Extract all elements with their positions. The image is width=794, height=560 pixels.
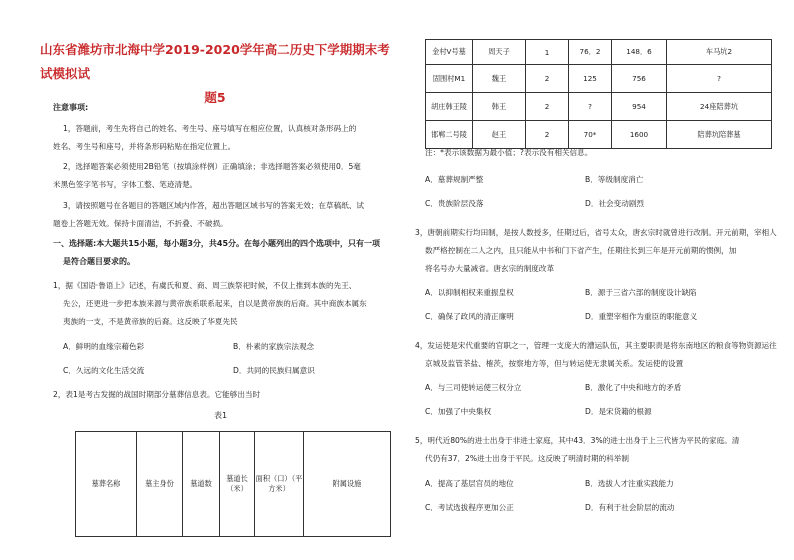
table-cell: 固围村M1 [426,65,473,93]
section-heading-a: 一、选择题:本大题共15小题，每小题3分，共45分。在每小题列出的四个选项中，只有一项 [53,239,381,248]
tomb-table-body [425,39,772,149]
table-cell: 2 [526,121,569,149]
q3-option-b[interactable]: B．源于三省六部的制度设计缺陷 [585,288,697,297]
header-facilities: 附属设施 [304,432,391,537]
table-cell: 148．6 [612,40,667,65]
q1-option-a[interactable]: A．鲜明的血缘宗藉色彩 [63,342,145,351]
table-cell: 1 [526,40,569,65]
tomb-table-header [75,431,391,537]
q4-option-c[interactable]: C．加强了中央集权 [425,407,492,416]
q4-stem-a: 4，发运使是宋代重要的官职之一，管理一支庞大的漕运队伍，其主要职责是将东南地区的粮食等物资源运往 [415,341,777,350]
q3-stem-c: 将名号办大量减省。唐玄宗的制度改革 [425,264,555,273]
q4-stem-b: 京城及监管茶盐、榷茨，按察地方等，但与转运使无隶属关系。发运使的设置 [425,359,684,368]
q1-stem-b: 先公，还更进一步把本族来源与黄帝族系联系起来，自以是黄帝族的后裔。其中商族本属东 [63,299,367,308]
table-cell: 车马坑2 [667,40,772,65]
table-cell: 954 [612,93,667,121]
table-cell: 陪葬坑陪葬墓 [667,121,772,149]
notice-2a: 2，选择题答案必须使用2B铅笔（按填涂样例）正确填涂；非选择题答案必须使用0．5毫 [63,162,361,171]
q5-stem-b: 代仍有37．2%进士出身于平民。这反映了明清时期的科举制 [425,454,629,463]
header-length: 墓道长（米） [220,432,255,537]
q3-stem-a: 3，唐朝前期实行均田制，是按人数授多，任期过后，省号太众，唐玄宗时就曾进行改制。开元前期，宰相人 [415,228,777,237]
table-cell: 魏王 [473,65,526,93]
table-cell: 2 [526,93,569,121]
header-name: 墓葬名称 [76,432,137,537]
q1-option-b[interactable]: B．朴素的家族宗法观念 [233,342,315,351]
q3-option-d[interactable]: D．重塑宰相作为重臣的职能意义 [585,312,698,321]
q3-stem-b: 数严格控制在二人之内，且只能从中书和门下省产生，任期往长到三年是开元前期的惯例，加 [425,246,737,255]
notice-1b: 姓名、考生号和座号，并将条形码粘贴在指定位置上。 [53,142,236,151]
table-cell: 赵王 [473,121,526,149]
q1-option-d[interactable]: D．共同的民族归属意识 [233,366,315,375]
table-row [426,65,772,93]
paper-title [40,38,390,110]
table-cell: 2 [526,65,569,93]
table-cell: ? [569,93,612,121]
q2-option-c[interactable]: C．贵族阶层没落 [425,199,484,208]
notice-3b: 题卷上答题无效。保持卡面清洁，不折叠、不破损。 [53,219,228,228]
q5-option-c[interactable]: C．考试选拔程序更加公正 [425,503,514,512]
table-cell: ? [667,65,772,93]
header-area: 面积（口）（平方米） [255,432,304,537]
notice-3a: 3，请按照题号在各题目的答题区域内作答，超出答题区域书写的答案无效；在草稿纸、试 [63,201,364,210]
q5-option-a[interactable]: A．提高了基层官员的地位 [425,479,514,488]
table-cell: 76．2 [569,40,612,65]
q2-option-a[interactable]: A．墓葬规制严整 [425,175,484,184]
q5-option-d[interactable]: D．有利于社会阶层的流动 [585,503,675,512]
q4-option-b[interactable]: B．激化了中央和地方的矛盾 [585,383,682,392]
q1-option-c[interactable]: C．久远的文化生活交流 [63,366,145,375]
q2-option-b[interactable]: B．等级制度消亡 [585,175,644,184]
q1-stem-c: 夷族的一支，不是黄帝族的后裔。这反映了华夏先民 [63,317,238,326]
table-cell: 金村Ⅴ号墓 [426,40,473,65]
notice-2b: 米黑色签字笔书写，字体工整、笔迹清楚。 [53,180,198,189]
notice-1a: 1，答题前，考生先将自己的姓名、考生号、座号填写在相应位置，认真核对条形码上的 [63,124,357,133]
table-cell: 125 [569,65,612,93]
q1-stem-a: 1，据《国语·鲁语上》记述，有虞氏和夏、商、周三族祭祀时候，不仅上推到本族的先王、 [53,281,357,290]
table-row [426,40,772,65]
q2-stem: 2，表1是考古发掘的战国时期部分墓葬信息表。它能够出当时 [53,390,261,399]
header-passages: 墓道数 [183,432,220,537]
table-cell: 邯郸二号陵 [426,121,473,149]
table-cell: 韩王 [473,93,526,121]
table-cell: 胡庄韩王陵 [426,93,473,121]
q4-option-d[interactable]: D．是宋货籍的根源 [585,407,652,416]
table-row [426,93,772,121]
title-line-1: 山东省潍坊市北海中学2019-2020学年高二历史下学期期末考试模拟试 [40,42,390,81]
table-note: 注：*表示该数据为最小值；?表示没有相关信息。 [425,148,593,157]
q3-option-a[interactable]: A．以抑制相权来重振皇权 [425,288,514,297]
header-owner: 墓主身份 [137,432,183,537]
table-cell: 70* [569,121,612,149]
q2-option-d[interactable]: D．社会变动剧烈 [585,199,645,208]
title-line-2: 题5 [204,90,226,105]
q5-stem-a: 5，明代近80%的进士出身于非进士家庭，其中43．3%的进士出身于上三代皆为平民的家庭。清 [415,436,740,445]
q3-option-c[interactable]: C．确保了政风的清正廉明 [425,312,514,321]
q4-option-a[interactable]: A．与三司使转运使三权分立 [425,383,522,392]
table-cell: 24座陪葬坑 [667,93,772,121]
table-cell: 周天子 [473,40,526,65]
table-cell: 756 [612,65,667,93]
table-cell: 1600 [612,121,667,149]
notice-heading: 注意事项: [53,103,89,112]
q5-option-b[interactable]: B．选拔人才注重实践能力 [585,479,674,488]
table-caption: 表1 [214,411,228,420]
section-heading-b: 是符合题目要求的。 [63,257,135,266]
